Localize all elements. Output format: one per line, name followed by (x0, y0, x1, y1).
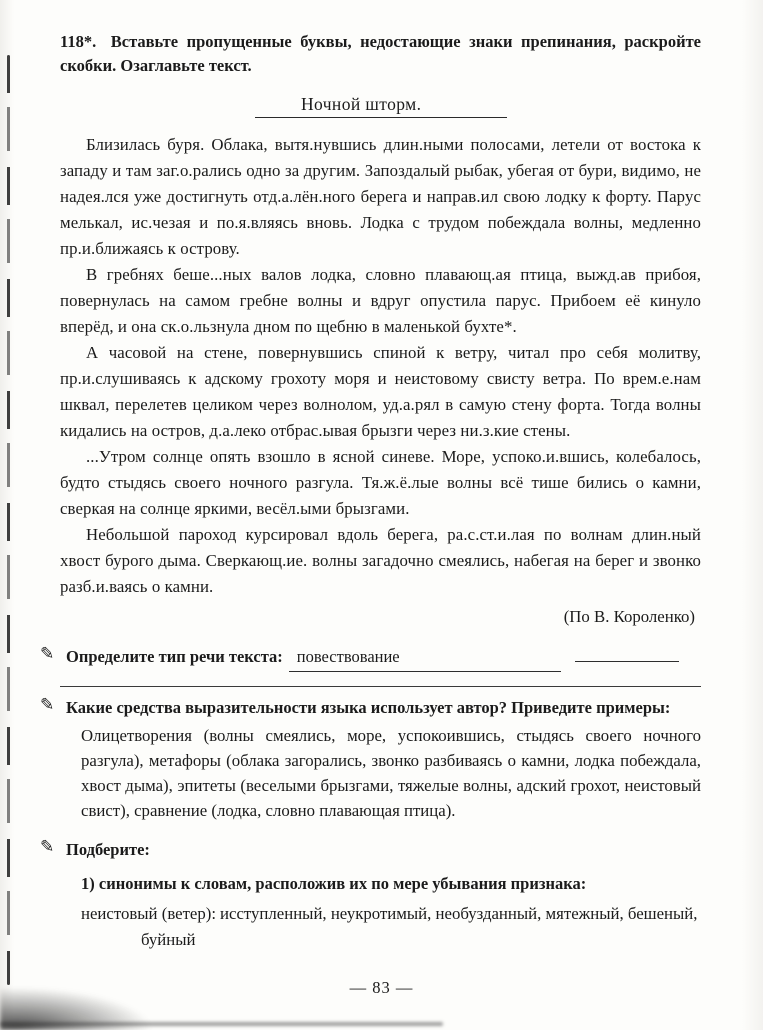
paragraph: А часовой на стене, повернувшись спиной к ветру, читал про себя молитву, пр.и.слушиваясь к адскому грохоту моря и неистовому свисту ветра. По врем.е.нам шквал, перелетев целиком через волнолом, уд.а.рял в самую стену форта. Тогда волны кидались на остров, д.а.леко отбрас.ывая брызги через ни.з.кие стены. (60, 343, 701, 440)
task-speech-type (40, 644, 701, 672)
task-expressive-means-prompt: Какие средства выразительности языка использует автор? Приведите примеры: (66, 698, 671, 717)
task-expressive-means-content (66, 695, 701, 829)
text-title-underline (255, 94, 507, 118)
synonyms-headword: неистовый (ветер): (81, 904, 217, 923)
synonyms-answer (81, 901, 701, 953)
task-expressive-means (40, 695, 701, 829)
exercise-number: 118*. (60, 32, 97, 51)
expressive-means-answer: Олицетворения (волны смеялись, море, успокоившись, стыдясь своего ночного разгула), метафоры (облака загорались, звонко разбиваясь о камни, лодка побеждала, хвост дыма), эпитеты (веселыми брызгами, тяжелые волны, адский грохот, неистовый свист), сравнение (лодка, словно плавающая птица). (81, 726, 701, 820)
empty-answer-line (575, 644, 679, 662)
task-speech-type-prompt: Определите тип речи текста: (66, 647, 283, 666)
task-synonyms (40, 837, 701, 953)
exercise-header (60, 30, 701, 78)
text-title: Ночной шторм. (301, 94, 422, 114)
task-speech-type-content (66, 644, 701, 672)
speech-type-answer-line: повествование (289, 644, 561, 672)
paragraph: Близилась буря. Облака, вытя.нувшись длин.ными полосами, летели от востока к западу и там заг.о.рались одно за другим. Запоздалый рыбак, убегая от бури, видимо, не надея.лся уже достигнуть отд.а.лён.ного берега и направ.ил свою лодку к форту. Парус мелькал, ис.чезая и по.я.вляясь вновь. Лодка с трудом побеждала волны, медленно пр.и.ближаясь к острову. (60, 135, 701, 258)
page-number: — 83 — (349, 978, 414, 997)
paragraph: ...Утром солнце опять взошло в ясной синеве. Море, успоко.и.вшись, колебалось, будто стыдясь своего ночного разгула. Тя.ж.ё.лые волны всё тише бились о камни, сверкая на солнце яркими, весёл.ыми брызгами. (60, 447, 701, 518)
divider-line (60, 686, 701, 687)
task-synonyms-prompt: Подберите: (66, 840, 150, 859)
exercise-instructions: Вставьте пропущенные буквы, недостающие знаки препинания, раскройте скобки. Озаглавьте текст. (60, 32, 701, 75)
paragraph: Небольшой пароход курсировал вдоль берега, ра.с.ст.и.лая по волнам длин.ный хвост бурого дыма. Сверкающ.ие. волны загадочно смеялись, набегая на берег и звонко разб.и.ваясь о камни. (60, 525, 701, 596)
exercise-text (60, 132, 701, 600)
task-synonyms-content (66, 837, 701, 953)
pencil-icon: ✎ (40, 644, 55, 663)
paragraph: В гребнях беше...ных валов лодка, словно плавающ.ая птица, выжд.ав прибоя, повернулась на самом гребне волны и вдруг опустила парус. Прибоем её кинуло вперёд, и она ск.о.льзнула дном по щебню в маленькой бухте*. (60, 265, 701, 336)
task-synonyms-item: 1) синонимы к словам, расположив их по мере убывания признака: (81, 874, 587, 893)
synonyms-answer-text: исступленный, неукротимый, необузданный, мятежный, бешеный, буйный (141, 904, 698, 949)
scan-artifact-bottom-edge (0, 1022, 443, 1026)
pencil-icon: ✎ (40, 837, 55, 856)
attribution: (По В. Короленко) (563, 607, 695, 626)
pencil-icon: ✎ (40, 695, 55, 714)
